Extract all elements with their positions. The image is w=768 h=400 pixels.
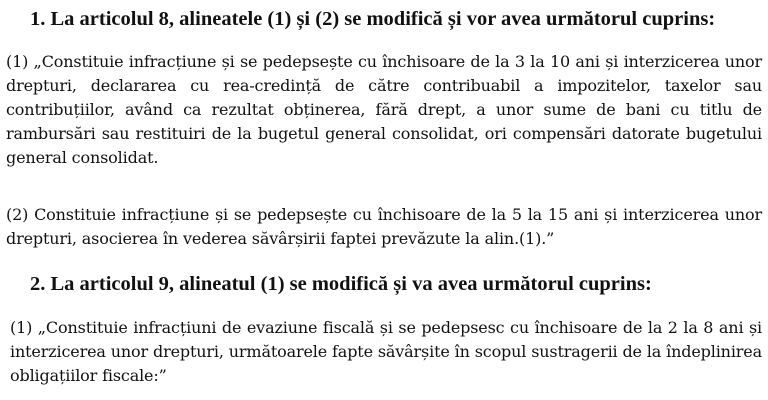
amendment-heading-article-8: 1. La articolul 8, alineatele (1) și (2) se modifică și vor avea următorul cuprins: [30,8,716,30]
paragraph-art9-alin1: (1) „Constituie infracțiuni de evaziune fiscală și se pedepsesc cu închisoare de la 2 la 8 ani și interzicerea unor drepturi, următoarele fapte săvârșite în scopul sustragerii de la îndeplinirea obligațiilor fiscale:” [10,318,762,385]
paragraph-art8-alin2: (2) Constituie infracțiune și se pedepsește cu închisoare de la 5 la 15 ani și interzicerea unor drepturi, asocierea în vederea săvârșirii faptei prevăzute la alin.(1).” [6,205,762,248]
paragraph-art8-alin1: (1) „Constituie infracțiune și se pedepsește cu închisoare de la 3 la 10 ani și interzicerea unor drepturi, declararea cu rea-credință de către contribuabil a impozitelor, taxelor sau contribuțiilor, având ca rezultat obținerea, fără drept, a unor sume de bani cu titlu de rambursări sau restituiri de la bugetul general consolidat, ori compensări datorate bugetului general consolidat. [6,52,762,167]
amendment-heading-article-9: 2. La articolul 9, alineatul (1) se modifică și va avea următorul cuprins: [30,273,652,295]
